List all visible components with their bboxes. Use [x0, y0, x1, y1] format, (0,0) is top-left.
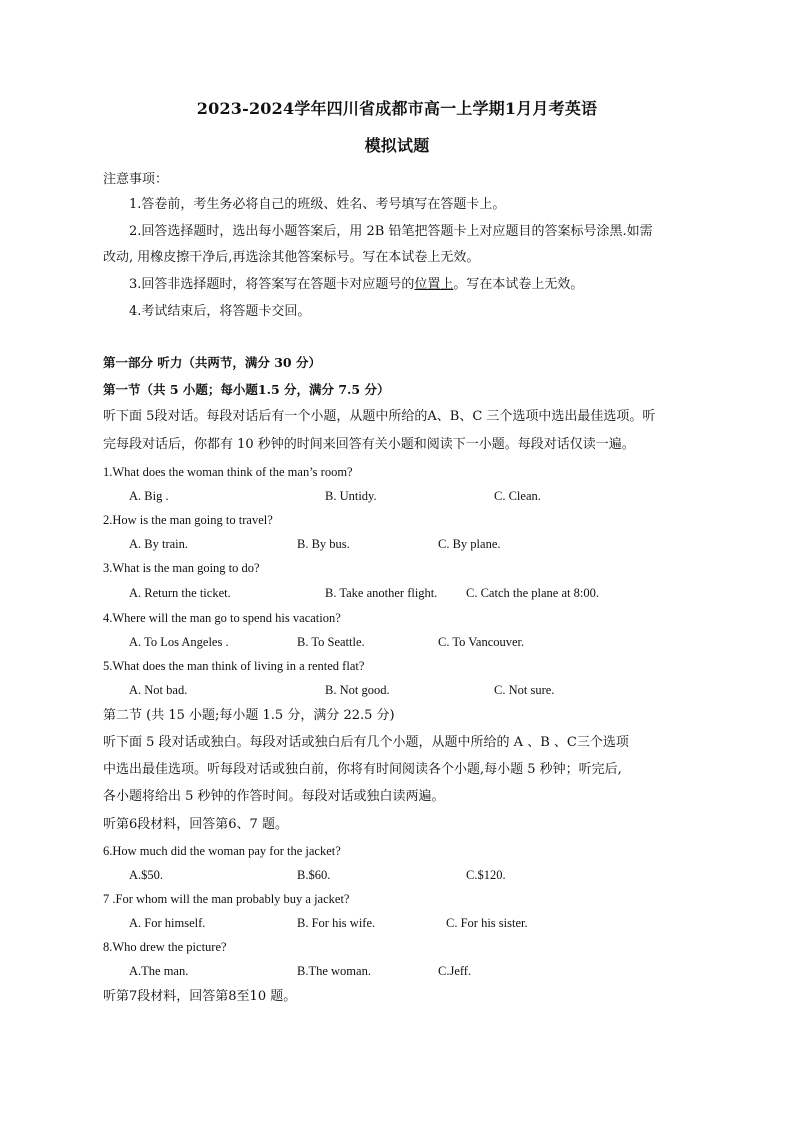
q2-option-c: C. By plane.: [438, 537, 501, 551]
part1-heading: 第一部分 听力（共两节，满分 30 分）: [103, 355, 321, 370]
note-3: [129, 276, 583, 294]
q3-option-a: A. Return the ticket.: [129, 586, 231, 600]
section2-instructions-line2: 中选出最佳选项。听每段对话或独白前，你将有时间阅读各个小题,每小题 5 秒钟；听完后,: [103, 762, 622, 777]
q7-option-a: A. For himself.: [129, 916, 206, 930]
q4-option-c: C. To Vancouver.: [438, 635, 525, 649]
section1-instructions-line1: 听下面 5段对话。每段对话后有一个小题，从题中所给的A、B、C 三个选项中选出最佳选项。听: [103, 409, 656, 424]
material-6-instruction: 听第6段材料，回答第6、7 题。: [103, 817, 288, 832]
q4-option-b: B. To Seattle.: [297, 635, 365, 649]
note-2-line1: 2.回答选择题时，选出每小题答案后，用 2B 铅笔把答题卡上对应题目的答案标号涂黑.如需: [129, 224, 653, 239]
section1-instructions-line2: 完每段对话后，你都有 10 秒钟的时间来回答有关小题和阅读下一小题。每段对话仅读一遍。: [103, 437, 635, 452]
q1-option-c: C. Clean.: [494, 489, 541, 503]
q2-option-a: A. By train.: [129, 537, 189, 551]
q3-option-b: B. Take another flight.: [325, 586, 438, 600]
q4-option-a: A. To Los Angeles .: [129, 635, 229, 649]
q1-option-b: B. Untidy.: [325, 489, 377, 503]
question-7: 7 .For whom will the man probably buy a jacket?: [103, 892, 350, 906]
question-2: 2.How is the man going to travel?: [103, 513, 273, 527]
note-1: 1.答卷前，考生务必将自己的班级、姓名、考号填写在答题卡上。: [129, 197, 506, 212]
q8-option-a: A.The man.: [129, 964, 189, 978]
section2-heading: 第二节 (共 15 小题;每小题 1.5 分，满分 22.5 分): [103, 708, 395, 723]
note-3-underlined: 位置上: [414, 277, 454, 292]
question-8: 8.Who drew the picture?: [103, 940, 227, 954]
section2-instructions-line1: 听下面 5 段对话或独白。每段对话或独白后有几个小题，从题中所给的 A 、B 、C三个选项: [103, 735, 629, 750]
page-title: 2023-2024学年四川省成都市高一上学期1月月考英语: [196, 99, 598, 118]
note-2-line2: 改动, 用橡皮擦干净后,再选涂其他答案标号。写在本试卷上无效。: [103, 250, 480, 265]
q7-option-b: B. For his wife.: [297, 916, 376, 930]
q3-option-c: C. Catch the plane at 8:00.: [466, 586, 599, 600]
note-3-end: 。写在本试卷上无效。: [453, 277, 584, 292]
q8-option-c: C.Jeff.: [438, 964, 472, 978]
question-1: 1.What does the woman think of the man’s room?: [103, 465, 353, 479]
q5-option-b: B. Not good.: [325, 683, 390, 697]
q1-option-a: A. Big .: [129, 489, 169, 503]
q6-option-a: A.$50.: [129, 868, 164, 882]
note-4: 4.考试结束后，将答题卡交回。: [129, 304, 311, 319]
q6-option-c: C.$120.: [466, 868, 506, 882]
question-4: 4.Where will the man go to spend his vacation?: [103, 611, 341, 625]
page-subtitle: 模拟试题: [364, 136, 430, 155]
q6-option-b: B.$60.: [297, 868, 331, 882]
question-6: 6.How much did the woman pay for the jacket?: [103, 844, 341, 858]
note-3-text: 3.回答非选择题时，将答案写在答题卡对应题号的: [129, 277, 415, 292]
section1-heading: 第一节（共 5 小题；每小题1.5 分，满分 7.5 分）: [103, 382, 390, 397]
q7-option-c: C. For his sister.: [446, 916, 528, 930]
question-5: 5.What does the man think of living in a rented flat?: [103, 659, 365, 673]
material-7-instruction: 听第7段材料，回答第8至10 题。: [103, 989, 297, 1004]
section2-instructions-line3: 各小题将给出 5 秒钟的作答时间。每段对话或独白读两遍。: [103, 789, 445, 804]
q8-option-b: B.The woman.: [297, 964, 371, 978]
q2-option-b: B. By bus.: [297, 537, 350, 551]
q5-option-c: C. Not sure.: [494, 683, 555, 697]
notes-heading: 注意事项：: [103, 172, 169, 187]
q5-option-a: A. Not bad.: [129, 683, 188, 697]
question-3: 3.What is the man going to do?: [103, 561, 260, 575]
